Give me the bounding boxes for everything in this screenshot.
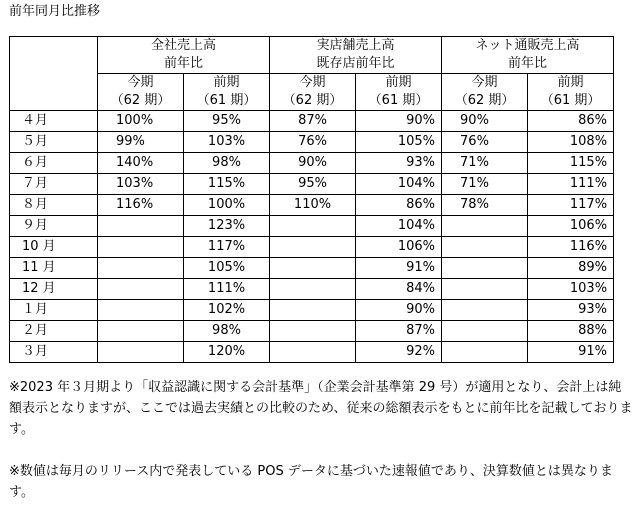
table-row — [10, 216, 614, 237]
value-cell — [442, 237, 528, 258]
value-cell: 95% — [184, 111, 270, 132]
value-cell: 99% — [98, 132, 184, 153]
value-cell — [270, 342, 356, 363]
value-cell: 105% — [356, 132, 442, 153]
table-row — [10, 342, 614, 363]
value-cell — [270, 216, 356, 237]
value-cell — [98, 279, 184, 300]
value-cell — [98, 342, 184, 363]
group-header-row — [10, 37, 614, 74]
sub-header-previous: 前期 （61 期） — [184, 74, 270, 111]
value-cell — [270, 279, 356, 300]
value-cell: 106% — [356, 237, 442, 258]
value-cell: 100% — [184, 195, 270, 216]
month-header-cell — [10, 37, 98, 111]
table-row — [10, 174, 614, 195]
month-cell: ７月 — [10, 174, 98, 195]
value-cell: 91% — [528, 342, 614, 363]
value-cell: 104% — [356, 174, 442, 195]
value-cell: 86% — [356, 195, 442, 216]
value-cell — [442, 258, 528, 279]
value-cell: 105% — [184, 258, 270, 279]
value-cell — [442, 321, 528, 342]
value-cell: 117% — [528, 195, 614, 216]
value-cell: 91% — [356, 258, 442, 279]
table-row — [10, 321, 614, 342]
month-cell: ５月 — [10, 132, 98, 153]
value-cell: 86% — [528, 111, 614, 132]
value-cell: 100% — [98, 111, 184, 132]
value-cell: 90% — [356, 111, 442, 132]
value-cell: 76% — [442, 132, 528, 153]
value-cell: 103% — [528, 279, 614, 300]
month-cell: 12 月 — [10, 279, 98, 300]
value-cell: 103% — [98, 174, 184, 195]
value-cell: 104% — [356, 216, 442, 237]
value-cell: 87% — [270, 111, 356, 132]
value-cell: 117% — [184, 237, 270, 258]
value-cell: 71% — [442, 174, 528, 195]
table-row — [10, 132, 614, 153]
table-row — [10, 300, 614, 321]
value-cell: 110% — [270, 195, 356, 216]
value-cell: 95% — [270, 174, 356, 195]
page-title: 前年同月比推移 — [9, 4, 101, 19]
month-cell: １月 — [10, 300, 98, 321]
value-cell: 115% — [528, 153, 614, 174]
value-cell: 90% — [356, 300, 442, 321]
value-cell: 87% — [356, 321, 442, 342]
table-row — [10, 153, 614, 174]
value-cell — [98, 300, 184, 321]
value-cell: 93% — [356, 153, 442, 174]
table-row — [10, 279, 614, 300]
month-cell: ３月 — [10, 342, 98, 363]
value-cell: 93% — [528, 300, 614, 321]
sub-header-previous: 前期 （61 期） — [528, 74, 614, 111]
value-cell: 90% — [270, 153, 356, 174]
value-cell: 98% — [184, 153, 270, 174]
group-header-online-sales: ネット通販売上高 前年比 — [442, 37, 614, 74]
value-cell — [442, 216, 528, 237]
month-cell: ２月 — [10, 321, 98, 342]
table-row — [10, 111, 614, 132]
note-pos-data: ※数値は毎月のリリース内で発表している POS データに基づいた速報値であり、決算数値とは異なります。 — [9, 464, 613, 500]
value-cell: 76% — [270, 132, 356, 153]
month-cell: 10 月 — [10, 237, 98, 258]
value-cell — [98, 258, 184, 279]
value-cell: 140% — [98, 153, 184, 174]
yoy-table — [9, 36, 614, 363]
month-cell: ８月 — [10, 195, 98, 216]
sub-header-current: 今期 （62 期） — [98, 74, 184, 111]
value-cell: 115% — [184, 174, 270, 195]
table-row — [10, 237, 614, 258]
month-cell: ４月 — [10, 111, 98, 132]
notes — [9, 377, 634, 503]
value-cell: 111% — [528, 174, 614, 195]
value-cell: 71% — [442, 153, 528, 174]
sub-header-row — [10, 74, 614, 111]
group-header-store-sales: 実店舗売上高 既存店前年比 — [270, 37, 442, 74]
value-cell: 120% — [184, 342, 270, 363]
value-cell: 108% — [528, 132, 614, 153]
value-cell: 116% — [98, 195, 184, 216]
value-cell: 102% — [184, 300, 270, 321]
value-cell: 88% — [528, 321, 614, 342]
value-cell: 106% — [528, 216, 614, 237]
month-cell: ６月 — [10, 153, 98, 174]
table-row — [10, 258, 614, 279]
value-cell — [98, 321, 184, 342]
sub-header-current: 今期 （62 期） — [442, 74, 528, 111]
month-cell: 11 月 — [10, 258, 98, 279]
value-cell: 116% — [528, 237, 614, 258]
sub-header-previous: 前期 （61 期） — [356, 74, 442, 111]
value-cell: 111% — [184, 279, 270, 300]
value-cell: 84% — [356, 279, 442, 300]
value-cell — [442, 279, 528, 300]
value-cell — [270, 258, 356, 279]
value-cell — [442, 342, 528, 363]
group-header-total-sales: 全社売上高 前年比 — [98, 37, 270, 74]
value-cell — [270, 321, 356, 342]
sub-header-current: 今期 （62 期） — [270, 74, 356, 111]
table-row — [10, 195, 614, 216]
value-cell — [98, 216, 184, 237]
value-cell — [270, 300, 356, 321]
value-cell: 123% — [184, 216, 270, 237]
value-cell: 89% — [528, 258, 614, 279]
value-cell — [442, 300, 528, 321]
value-cell: 92% — [356, 342, 442, 363]
value-cell — [270, 237, 356, 258]
note-accounting-standard: ※2023 年３月期より「収益認識に関する会計基準」（企業会計基準第 29 号）が適用となり、会計上は純額表示となりますが、ここでは過去実績との比較のため、従来の総額表示をもとに前年比を記載しております。 — [9, 380, 633, 437]
value-cell: 98% — [184, 321, 270, 342]
value-cell — [98, 237, 184, 258]
value-cell: 90% — [442, 111, 528, 132]
month-cell: ９月 — [10, 216, 98, 237]
value-cell: 78% — [442, 195, 528, 216]
value-cell: 103% — [184, 132, 270, 153]
